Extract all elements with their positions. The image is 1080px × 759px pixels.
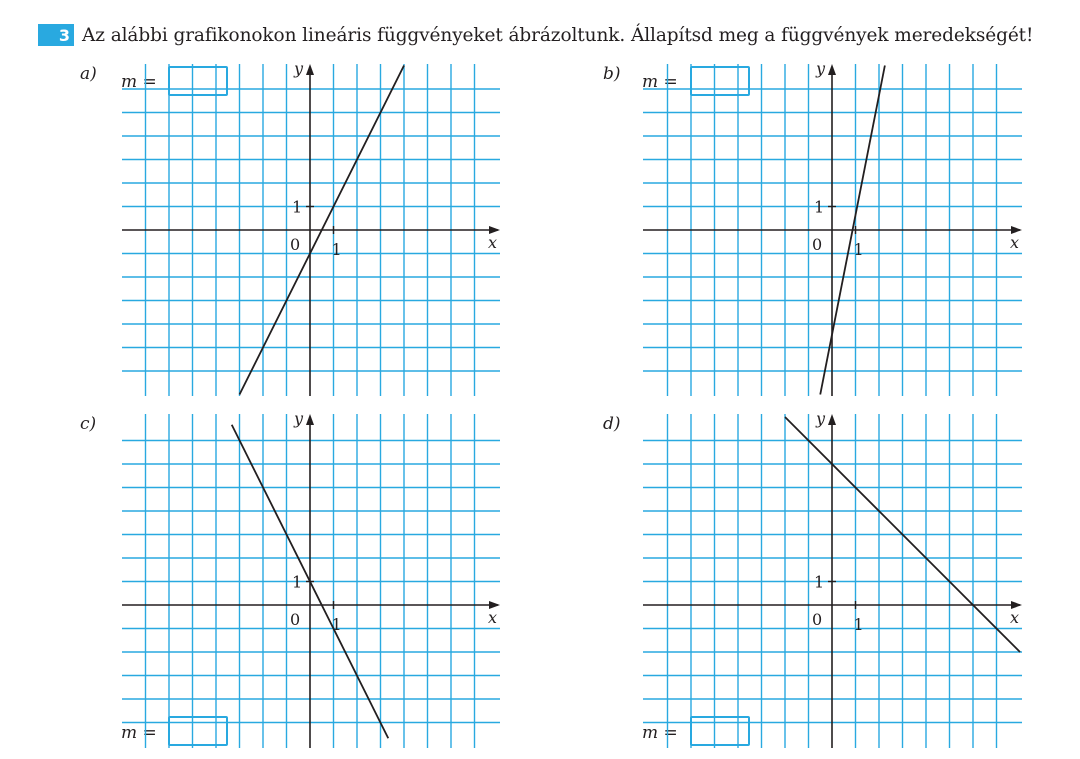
y-unit-label: 1 xyxy=(292,572,303,592)
exercise-number-badge: 3 xyxy=(38,24,74,46)
y-axis-name: y xyxy=(816,59,826,78)
answer-label-a: m = xyxy=(121,72,157,92)
x-axis-name: x xyxy=(488,608,498,627)
origin-label: 0 xyxy=(290,610,301,629)
x-axis-name: x xyxy=(1010,233,1020,252)
x-unit-label: 1 xyxy=(853,615,864,634)
answer-label-c: m = xyxy=(121,723,157,743)
graph-a xyxy=(122,59,500,396)
graph-c xyxy=(122,409,500,748)
panel-label-a: a) xyxy=(80,64,97,84)
exercise-instruction: Az alábbi grafikonokon lineáris függvényeket ábrázoltunk. Állapítsd meg a függvények meredekségét! xyxy=(82,24,1034,46)
origin-label: 0 xyxy=(812,610,823,629)
panel-label-c: c) xyxy=(80,414,97,434)
y-unit-label: 1 xyxy=(814,197,825,217)
graph-d xyxy=(643,409,1022,748)
x-axis-name: x xyxy=(488,233,498,252)
panel-label-d: d) xyxy=(603,414,621,434)
x-axis-name: x xyxy=(1010,608,1020,627)
y-axis-name: y xyxy=(294,409,304,428)
y-axis-arrow xyxy=(306,64,314,75)
panel-label-b: b) xyxy=(603,64,621,84)
x-unit-label: 1 xyxy=(853,240,864,259)
y-axis-arrow xyxy=(828,414,836,425)
y-axis-arrow xyxy=(828,64,836,75)
answer-label-d: m = xyxy=(642,723,678,743)
x-unit-label: 1 xyxy=(331,615,342,634)
y-axis-name: y xyxy=(294,59,304,78)
y-unit-label: 1 xyxy=(292,197,303,217)
y-axis-name: y xyxy=(816,409,826,428)
origin-label: 0 xyxy=(812,235,823,254)
y-axis-arrow xyxy=(306,414,314,425)
x-unit-label: 1 xyxy=(331,240,342,259)
origin-label: 0 xyxy=(290,235,301,254)
graph-b xyxy=(643,59,1022,396)
y-unit-label: 1 xyxy=(814,572,825,592)
answer-label-b: m = xyxy=(642,72,678,92)
